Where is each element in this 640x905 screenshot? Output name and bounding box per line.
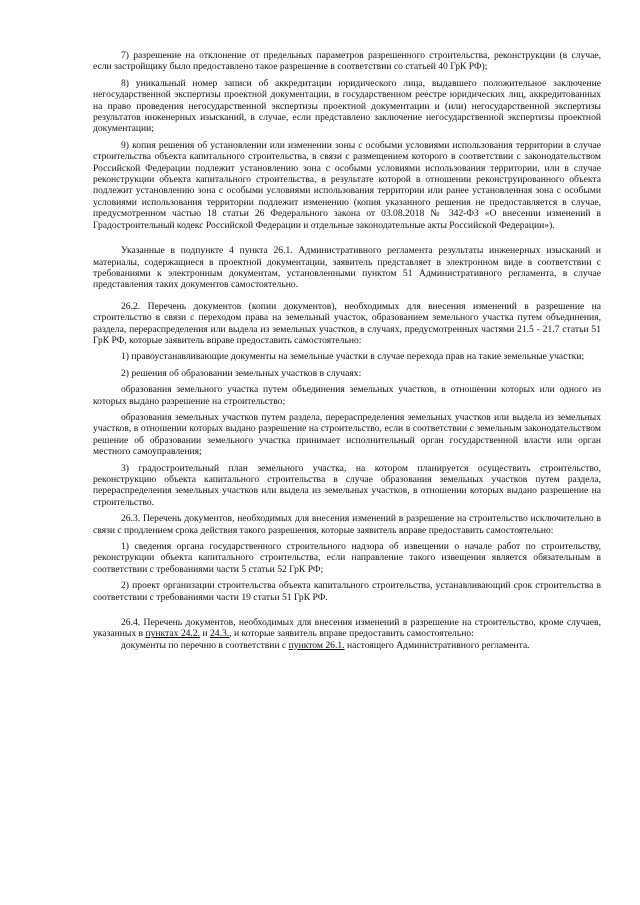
paragraph-engineering-surveys: Указанные в подпункте 4 пункта 26.1. Административного регламента результаты инженерных изысканий и материалы, содержащиеся в проектной документации, заявитель представляет в электронном виде в соответствии с требованиями к электронным документам, установленными пунктом 51 Административного регламента, в случае представления таких документов самостоятельно. xyxy=(93,245,601,291)
paragraph-26-3: 26.3. Перечень документов, необходимых для внесения изменений в разрешение на строительство исключительно в связи с продлением срока действия такого разрешения, которые заявитель вправе предоставить самостоятельно: xyxy=(93,513,601,536)
paragraph-26-4-text-mid: и xyxy=(200,628,210,640)
paragraph-26-2-item-1: 1) правоустанавливающие документы на земельные участки в случае перехода прав на такие земельные участки; xyxy=(121,351,585,363)
paragraph-26-4-documents xyxy=(93,640,601,651)
paragraph-26-2-item-2: 2) решения об образовании земельных участков в случаях: xyxy=(121,367,362,379)
paragraph-item-9: 9) копия решения об установлении или изменении зоны с особыми условиями использования территории в случае строительства объекта капитального строительства, в связи с размещением которого в соответствии с законодательством Российской Федерации подлежит установлению зона с особыми условиями использования территории, или в случае реконструкции объекта капитального строительства, в результате которой в отношении реконструированного объекта подлежит установлению зона с особыми условиями использования территории или ранее установленная зона с особыми условиями использования территории подлежит изменению (копия указанного решения не предоставляется в случае, предусмотренном частью 18 статьи 26 Федерального закона от 03.08.2018 № 342-ФЗ «О внесении изменений в Градостроительный кодекс Российской Федерации и отдельные законодательные акты Российской Федерации»). xyxy=(93,139,601,231)
paragraph-26-4-text-end: , и которые заявитель вправе предоставить самостоятельно: xyxy=(229,628,474,640)
paragraph-26-2-item-2a: образования земельного участка путем объединения земельных участков, в отношении которых или одного из которых выдано разрешение на строительство; xyxy=(93,384,601,407)
paragraph-item-8: 8) уникальный номер записи об аккредитации юридического лица, выдавшего положительное заключение негосударственной экспертизы проектной документации, в государственном реестре юридических лиц, аккредитованных на право проведения негосударственной экспертизы проектной документации и (или) негосударственной экспертизы результатов инженерных изысканий, в случае, если представлено заключение негосударственной экспертизы проектной документации; xyxy=(93,77,601,135)
link-clause-24-3[interactable]: 24.3. xyxy=(209,628,230,640)
paragraph-26-4-documents-end: настоящего Административного регламента. xyxy=(344,639,530,651)
paragraph-26-2-item-3: 3) градостроительный план земельного участка, на котором планируется осуществить строительство, реконструкцию объекта капитального строительства в случае образования земельных участков путем раздела, перераспределения земельных участков или выдела из земельных участков, в отношении которых выдано разрешение на строительство. xyxy=(93,462,601,508)
paragraph-item-7: 7) разрешение на отклонение от предельных параметров разрешенного строительства, реконструкции (в случае, если застройщику было предоставлено такое разрешение в соответствии со статьей 40 ГрК РФ); xyxy=(93,50,601,73)
paragraph-26-3-item-2: 2) проект организации строительства объекта капитального строительства, устанавливающий срок строительства в соответствии с требованиями части 19 статьи 51 ГрК РФ. xyxy=(93,580,601,603)
paragraph-26-4-text-start: 26.4. Перечень документов, необходимых для внесения изменений в разрешение на строительство, кроме случаев, указанных в xyxy=(93,617,601,640)
paragraph-26-2-item-2b: образования земельных участков путем раздела, перераспределения земельных участков или выдела из земельных участков, в отношении которых выдано разрешение на строительство, если в соответствии с земельным законодательством решение об образовании земельного участка принимает исполнительный орган государственной власти или орган местного самоуправления; xyxy=(93,411,601,458)
link-clauses-24-2[interactable]: пунктах 24.2. xyxy=(145,628,201,640)
document-page xyxy=(93,50,601,651)
paragraph-26-3-item-1: 1) сведения органа государственного строительного надзора об извещении о начале работ по строительству, реконструкции объекта капитального строительства, если направление такого извещения является обязательным в соответствии с требованиями части 5 статьи 52 ГрК РФ; xyxy=(93,541,601,575)
paragraph-26-4-documents-start: документы по перечню в соответствии с xyxy=(121,639,289,651)
paragraph-26-2: 26.2. Перечень документов (копии документов), необходимых для внесения изменений в разрешение на строительство в связи с переходом права на земельный участок, образованием земельного участка путем объединения, раздела, перераспределения или выдела из земельных участков, в случаях, предусмотренных частями 21.5 - 21.7 статьи 51 ГрК РФ, которые заявитель вправе предоставить самостоятельно: xyxy=(93,300,601,346)
paragraph-26-4 xyxy=(93,617,601,640)
link-clause-26-1[interactable]: пунктом 26.1. xyxy=(288,639,345,651)
